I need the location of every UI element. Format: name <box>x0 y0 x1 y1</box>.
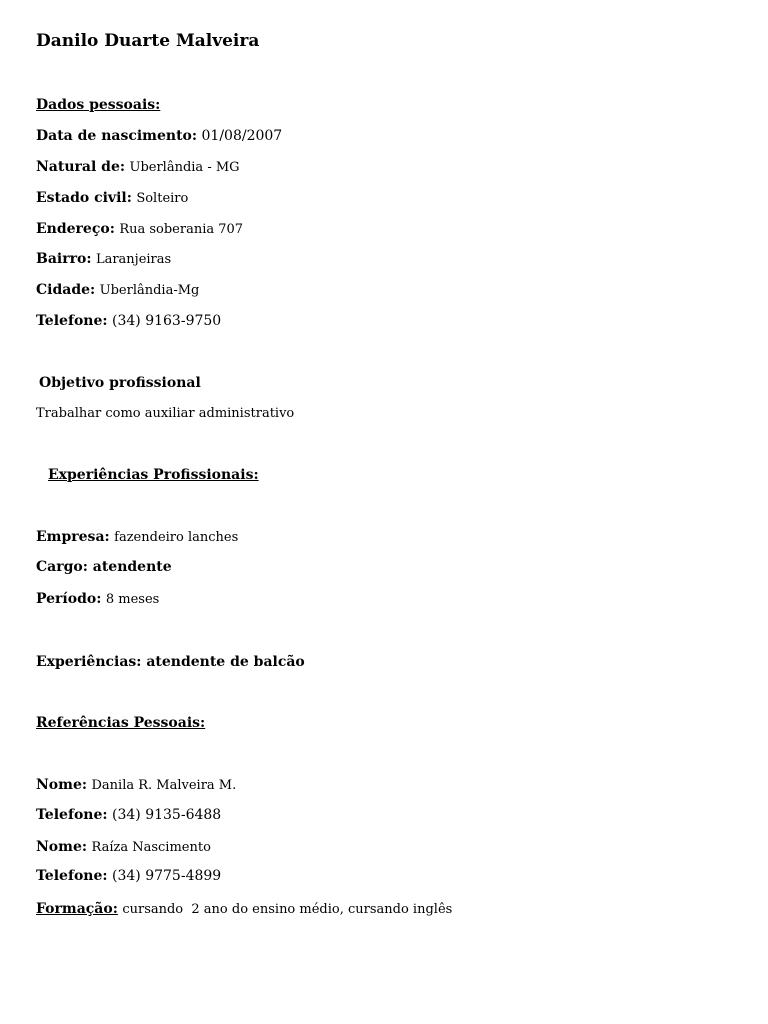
field-value: Uberlândia-Mg <box>99 283 200 298</box>
field-label: Formação: <box>36 901 118 917</box>
field-value: cursando 2 ano do ensino médio, cursando inglês <box>122 902 453 917</box>
field-value: Raíza Nascimento <box>91 840 211 855</box>
field-value: Danila R. Malveira M. <box>91 778 237 793</box>
field-label: Bairro: <box>36 251 92 267</box>
resume-name: Danilo Duarte Malveira <box>36 31 260 51</box>
field-value: fazendeiro lanches <box>114 530 239 545</box>
section-heading-objetivo: Objetivo profissional <box>39 375 201 391</box>
field-value: Rua soberania 707 <box>119 222 244 237</box>
field-label: Nome: <box>36 839 88 855</box>
field-experiencias: Experiências: atendente de balcão <box>36 654 305 670</box>
field-label: Natural de: <box>36 159 126 175</box>
field-cargo: Cargo: atendente <box>36 559 172 575</box>
reference-nome <box>36 838 211 857</box>
field-label: Data de nascimento: <box>36 128 198 144</box>
field-periodo <box>36 590 159 609</box>
reference-telefone <box>36 806 221 824</box>
objetivo-text: Trabalhar como auxiliar administrativo <box>36 406 295 421</box>
field-value: Solteiro <box>136 191 189 206</box>
field-value: (34) 9135-6488 <box>112 807 222 823</box>
section-heading-dados-pessoais: Dados pessoais: <box>36 97 161 113</box>
field-label: Empresa: <box>36 529 110 545</box>
section-heading-referencias: Referências Pessoais: <box>36 715 206 731</box>
field-value: Laranjeiras <box>95 252 172 267</box>
field-label: Estado civil: <box>36 190 132 206</box>
field-telefone <box>36 312 221 330</box>
field-empresa <box>36 528 238 547</box>
field-label: Telefone: <box>36 807 108 823</box>
field-nascimento <box>36 127 282 145</box>
field-cidade <box>36 281 199 300</box>
field-label: Endereço: <box>36 221 115 237</box>
reference-telefone <box>36 867 221 885</box>
field-label: Nome: <box>36 777 88 793</box>
field-label: Período: <box>36 591 102 607</box>
field-label: Telefone: <box>36 313 108 329</box>
field-natural <box>36 158 240 177</box>
field-endereco <box>36 220 243 239</box>
field-value: 01/08/2007 <box>201 128 283 144</box>
field-estado-civil <box>36 189 188 208</box>
field-value: (34) 9163-9750 <box>112 313 222 329</box>
field-bairro <box>36 250 171 269</box>
reference-nome <box>36 776 236 795</box>
field-formacao <box>36 900 452 919</box>
field-value: Uberlândia - MG <box>129 160 240 175</box>
section-heading-experiencias: Experiências Profissionais: <box>48 467 259 483</box>
field-value: (34) 9775-4899 <box>112 868 222 884</box>
field-value: 8 meses <box>105 592 160 607</box>
field-label: Telefone: <box>36 868 108 884</box>
field-label: Cidade: <box>36 282 96 298</box>
